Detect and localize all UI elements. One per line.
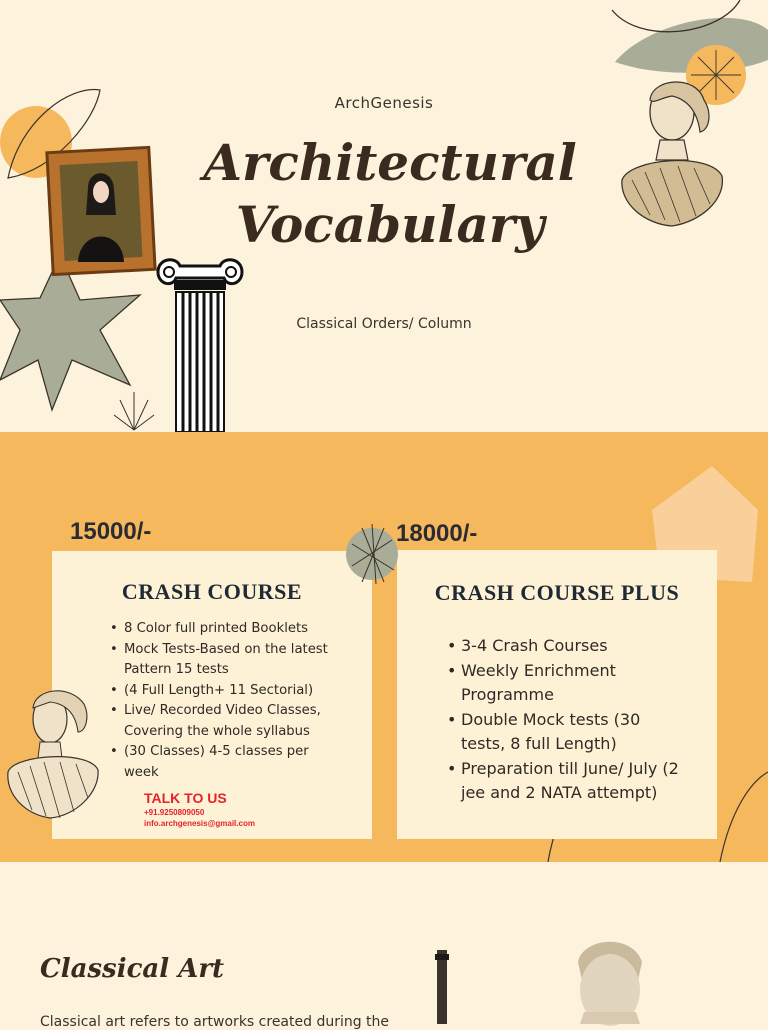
sage-burst-icon bbox=[346, 524, 398, 584]
contact-phone[interactable]: +91.9250809050 bbox=[144, 808, 205, 817]
page-title bbox=[200, 132, 580, 256]
title-line-2: Vocabulary bbox=[235, 195, 545, 254]
contact-label: TALK TO US bbox=[144, 790, 227, 806]
plan-price-plus: 18000/- bbox=[396, 520, 478, 547]
list-item: • (4 Full Length+ 11 Sectorial) bbox=[110, 681, 340, 702]
bust-statue-icon bbox=[8, 691, 98, 818]
contact-email[interactable]: info.archgenesis@gmail.com bbox=[144, 819, 255, 828]
list-item: • Mock Tests-Based on the latest Pattern 15 tests bbox=[110, 640, 340, 681]
list-item: • Weekly Enrichment Programme bbox=[447, 659, 687, 708]
plan-title-basic: CRASH COURSE bbox=[121, 579, 303, 604]
offer-section bbox=[0, 432, 768, 862]
grass-icon bbox=[114, 392, 154, 430]
list-item: • Live/ Recorded Video Classes, Covering the whole syllabus bbox=[110, 701, 340, 742]
bust-statue-icon bbox=[578, 942, 642, 1026]
title-line-1: Architectural bbox=[203, 133, 577, 192]
list-item: • (30 Classes) 4-5 classes per week bbox=[110, 742, 340, 783]
section-body: Classical art refers to artworks created during the bbox=[40, 1014, 390, 1030]
section-heading: Classical Art bbox=[40, 954, 225, 984]
page-subtitle: Classical Orders/ Column bbox=[296, 316, 472, 332]
list-item: • 3-4 Crash Courses bbox=[447, 634, 687, 659]
hero-section bbox=[0, 0, 768, 432]
portrait-frame-icon bbox=[47, 147, 155, 274]
band-overlay-decor bbox=[0, 432, 768, 862]
list-item: • 8 Color full printed Booklets bbox=[110, 619, 340, 640]
staff-icon bbox=[435, 950, 449, 1024]
brand-name: ArchGenesis bbox=[334, 94, 434, 112]
starburst-icon bbox=[0, 255, 140, 410]
plan-title-plus: CRASH COURSE PLUS bbox=[434, 580, 680, 605]
plan-price-basic: 15000/- bbox=[70, 518, 152, 545]
list-item: • Double Mock tests (30 tests, 8 full Length) bbox=[447, 708, 687, 757]
list-item: • Preparation till June/ July (2 jee and 2 NATA attempt) bbox=[447, 757, 687, 806]
classical-art-section bbox=[0, 862, 768, 1030]
bottom-decor bbox=[0, 862, 768, 1024]
ionic-column-icon bbox=[158, 260, 242, 432]
